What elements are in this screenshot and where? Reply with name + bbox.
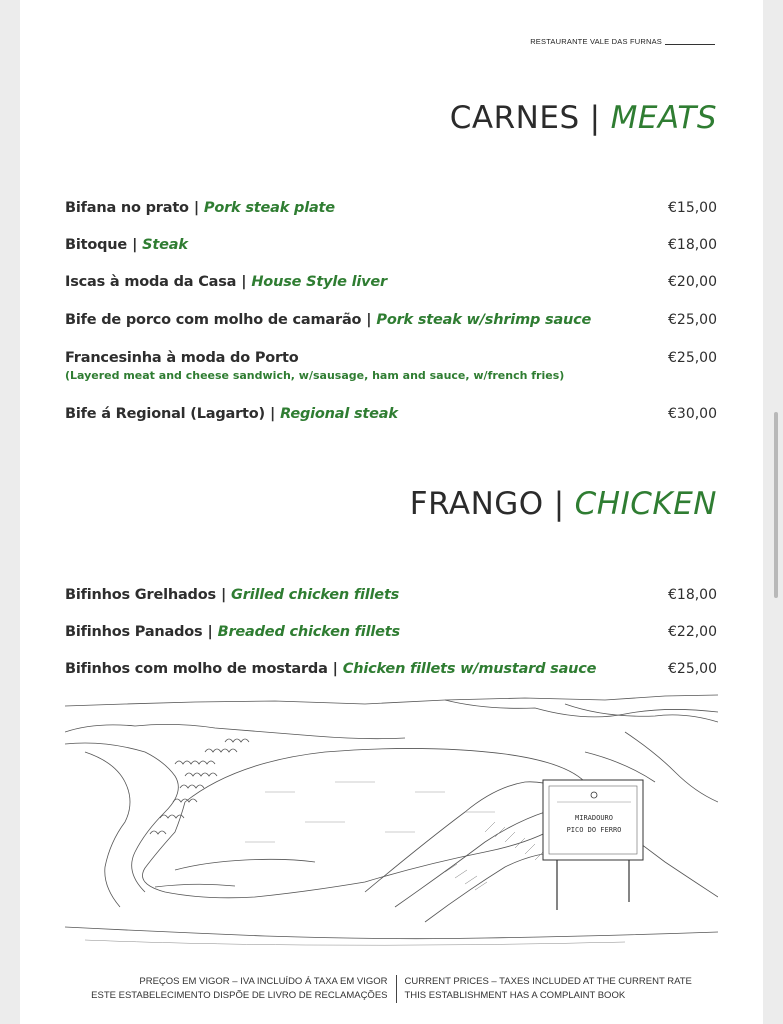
lake-shoreline (143, 748, 588, 897)
section-title-en: CHICKEN (574, 486, 717, 522)
menu-page (20, 0, 763, 1024)
section-title-chicken (410, 486, 717, 522)
menu-item (65, 661, 717, 677)
menu-item (65, 624, 717, 640)
sign-line-2: PICO DO FERRO (566, 826, 622, 834)
sign-line-1: MIRADOURO (575, 814, 613, 822)
item-name-en: Regional steak (280, 406, 398, 422)
footer-notice (20, 975, 763, 1003)
section-title-pt: FRANGO (409, 486, 544, 522)
menu-item (65, 312, 717, 328)
section-title-en: MEATS (610, 100, 717, 136)
item-separator: | (193, 200, 199, 216)
item-name-en: Chicken fillets w/mustard sauce (342, 661, 597, 677)
item-name-pt: Bifinhos Panados (65, 624, 203, 640)
item-price: €18,00 (668, 587, 717, 603)
item-price: €25,00 (668, 350, 717, 366)
item-name-en: Pork steak plate (203, 200, 335, 216)
menu-item (65, 200, 717, 216)
section-title-separator: | (589, 100, 601, 136)
restaurant-name (530, 37, 715, 46)
item-name-en: Grilled chicken fillets (231, 587, 400, 603)
right-hillside (365, 782, 718, 897)
item-price: €18,00 (668, 237, 717, 253)
item-separator: | (366, 312, 372, 328)
far-hills (445, 700, 718, 717)
footer-en-line2: THIS ESTABLISHMENT HAS A COMPLAINT BOOK (404, 990, 626, 1001)
item-price: €20,00 (668, 274, 717, 290)
item-separator: | (241, 274, 247, 290)
crater-rim-left (65, 724, 405, 738)
item-name-pt: Francesinha à moda do Porto (65, 350, 299, 366)
footer-pt (91, 975, 396, 1003)
item-name-pt: Bifana no prato (65, 200, 189, 216)
item-name-en: House Style liver (251, 274, 387, 290)
landscape-sketch-illustration (65, 692, 718, 947)
foreground-hatching (445, 822, 545, 890)
footer-pt-line1: PREÇOS EM VIGOR – IVA INCLUÍDO Á TAXA EM VIGOR (139, 976, 388, 987)
item-price: €25,00 (668, 312, 717, 328)
item-separator: | (269, 406, 276, 422)
item-separator: | (220, 587, 227, 603)
lake-ripples (245, 782, 495, 842)
scrollbar-thumb[interactable] (774, 412, 778, 598)
footer-en (397, 975, 692, 1003)
item-description: (Layered meat and cheese sandwich, w/sausage, ham and sauce, w/french fries) (65, 369, 565, 382)
section-title-separator: | (553, 486, 565, 522)
menu-item (65, 237, 717, 253)
item-separator: | (207, 624, 213, 640)
section-title-pt: CARNES (449, 100, 580, 136)
menu-item (65, 406, 717, 422)
menu-item (65, 587, 717, 603)
restaurant-name-text: RESTAURANTE VALE DAS FURNAS (530, 37, 662, 46)
item-price: €15,00 (668, 200, 717, 216)
item-separator: | (332, 661, 338, 677)
item-name-pt: Bifinhos com molho de mostarda (65, 661, 328, 677)
footer-pt-line2: ESTE ESTABELECIMENTO DISPÕE DE LIVRO DE RECLAMAÇÕES (91, 990, 388, 1001)
ground-line (65, 927, 718, 939)
miradouro-sign (543, 780, 643, 910)
item-name-pt: Bife á Regional (Lagarto) (65, 406, 265, 422)
item-name-en: Breaded chicken fillets (217, 624, 400, 640)
footer-en-line1: CURRENT PRICES – TAXES INCLUDED AT THE CURRENT RATE (404, 976, 692, 987)
item-name-pt: Bitoque (65, 237, 128, 253)
item-price: €25,00 (668, 661, 717, 677)
horizon-ridge (65, 695, 718, 706)
item-price: €22,00 (668, 624, 717, 640)
item-price: €30,00 (668, 406, 717, 422)
menu-item (65, 274, 717, 290)
menu-item (65, 350, 717, 382)
section-title-meats (450, 100, 717, 136)
item-name-en: Pork steak w/shrimp sauce (376, 312, 592, 328)
item-name-en: Steak (142, 237, 188, 253)
item-separator: | (132, 237, 138, 253)
item-name-pt: Iscas à moda da Casa (65, 274, 237, 290)
restaurant-underline (665, 44, 715, 45)
item-name-pt: Bife de porco com molho de camarão (65, 312, 362, 328)
left-forest (150, 761, 217, 834)
item-name-pt: Bifinhos Grelhados (65, 587, 216, 603)
